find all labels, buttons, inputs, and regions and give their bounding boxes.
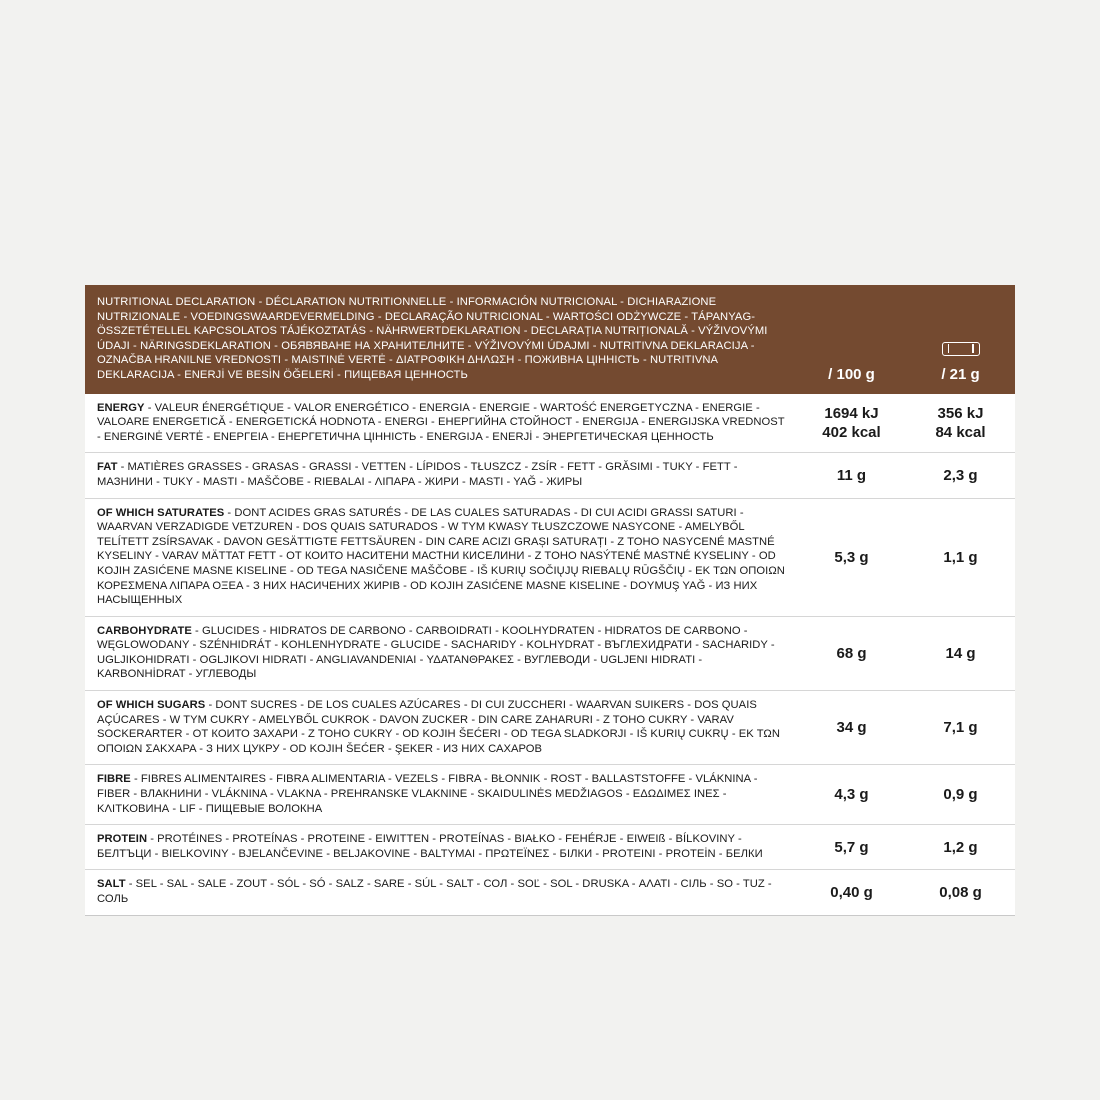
nutrition-table-container — [85, 285, 1015, 916]
table-row — [85, 870, 1015, 915]
per-portion-label: / 21 g — [941, 365, 980, 383]
table-row — [85, 765, 1015, 825]
nutrient-translations: - SEL - SAL - SALE - ZOUT - SÓL - SÓ - SALZ - SARE - SÚL - SALT - СОЛ - SOĽ - SOL - DRUSKA - ΑΛΑΤΙ - СІЛЬ - SO - TUZ - СОЛЬ — [97, 878, 772, 905]
value-per-portion: 1,1 g — [906, 498, 1015, 616]
table-bottom-divider — [85, 915, 1015, 916]
value-per-100g: 34 g — [797, 691, 906, 765]
nutritional-declaration-languages: NUTRITIONAL DECLARATION - DÉCLARATION NUTRITIONNELLE - INFORMACIÓN NUTRICIONAL - DICHIARAZIONE NUTRIZIONALE - VOEDINGSWAARDEVERMELDING - DECLARAÇÃO NUTRICIONAL - WARTOŚCI ODŻYWCZE - TÁPANYAG-ÖSSZETÉTELLEL KAPCSOLATOS TÁJÉKOZTATÁS - NÄHRWERTDEKLARATION - DECLARAȚIA NUTRIȚIONALĂ - VÝŽIVOVÝMI ÚDAJI - NÄRINGSDEKLARATION - ОБЯВЯВАНЕ НА ХРАНИТЕЛНИТЕ - VÝŽIVOVÝMI ÚDAJMI - NUTRITIVNA DEKLARACIJA - OZNAČBA HRANILNE VREDNOSTI - MAISTINĖ VERTĖ - ΔΙΑΤΡΟΦΙΚΗ ΔΗΛΩΣΗ - ПОЖИВНА ЦІННІСТЬ - NUTRITIVNA DEKLARACIJA - ENERJİ VE BESİN ÖĞELERİ - ПИЩЕВАЯ ЦЕННОСТЬ — [85, 285, 797, 394]
value-kj: 356 kJ — [937, 404, 984, 422]
value-per-100g: 0,40 g — [830, 884, 873, 901]
value-per-portion — [906, 394, 1015, 453]
nutrient-name: ENERGY — [97, 401, 145, 414]
table-row — [85, 498, 1015, 616]
column-header-per-portion — [906, 285, 1015, 394]
value-kcal: 84 kcal — [935, 423, 986, 441]
value-per-portion: 14 g — [906, 616, 1015, 690]
nutrient-name-cell — [85, 691, 797, 765]
value-per-portion: 0,08 g — [939, 884, 982, 901]
value-per-portion: 1,2 g — [906, 825, 1015, 870]
nutrient-translations: - PROTÉINES - PROTEÍNAS - PROTEINE - EIWITTEN - PROTEÍNAS - BIAŁKO - FEHÉRJE - EIWEIß - BÍLKOVINY - БЕЛТЪЦИ - BIELKOVINY - BJELANČEVINE - BELJAKOVINE - BALTYMAI - ΠΡΩΤΕΪΝΕΣ - БІЛКИ - PROTEINI - PROTEİN - БЕЛКИ — [97, 833, 763, 860]
column-header-per-100g — [797, 285, 906, 394]
value-per-100g: 5,7 g — [797, 825, 906, 870]
value-kcal: 402 kcal — [822, 423, 881, 441]
value-per-100g — [797, 394, 906, 453]
nutrient-translations: - DONT ACIDES GRAS SATURÉS - DE LAS CUALES SATURADAS - DI CUI ACIDI GRASSI SATURI - WAARVAN VERZADIGDE VETZUREN - DOS QUAIS SATURADOS - W TYM KWASY TŁUSZCZOWE NASYCONE - AMELYBŐL TELÍTETT ZSÍRSAVAK - DAVON GESÄTTIGTE FETTSÄUREN - DIN CARE ACIZI GRAȘI SATURAȚI - Z TOHO NASYCENÉ MASTNÉ KYSELINY - VARAV MÄTTAT FETT - ОТ КОИТО НАСИТЕНИ МАСТНИ КИСЕЛИНИ - Z TOHO NASÝTENÉ MASTNÉ KYSELINY - OD KOJIH ZASIĆENE MASNE KISELINE - OD TEGA NASIČENE MAŠČOBE - IŠ KURIŲ SOČIŲJŲ RIEBALŲ RŪGŠČIŲ - ΕΚ ΤΩΝ ΟΠΟΙΩΝ ΚΟΡΕΣΜΕΝΑ ΛΙΠΑΡΑ ΟΞΕΑ - З НИХ НАСИЧЕНИХ ЖИРІВ - OD KOJIH ZASIĆENE MASNE KISELINE - DOYMUŞ YAĞ - ИЗ НИХ НАСЫЩЕННЫХ — [97, 506, 785, 607]
nutrient-translations: - FIBRES ALIMENTAIRES - FIBRA ALIMENTARIA - VEZELS - FIBRA - BŁONNIK - ROST - BALLASTSTOFFE - VLÁKNINA - FIBER - ВЛАКНИНИ - VLÁKNINA - VLAKNA - PREHRANSKE VLAKNINE - SKAIDULINĖS MEDŽIAGOS - ΕΔΩΔΙΜΕΣ ΙΝΕΣ - ΚΛΙΤΚΟΒИНА - LIF - ПИЩЕВЫЕ ВОЛОКНА — [97, 773, 758, 815]
value-per-portion: 7,1 g — [906, 691, 1015, 765]
bar-pack-icon — [942, 342, 980, 356]
value-per-portion: 2,3 g — [906, 453, 1015, 498]
value-per-portion: 0,9 g — [906, 765, 1015, 825]
nutrient-translations: - GLUCIDES - HIDRATOS DE CARBONO - CARBOIDRATI - KOOLHYDRATEN - HIDRATOS DE CARBONO - WĘGLOWODANY - SZÉNHIDRÁT - KOHLENHYDRATE - GLUCIDE - SACHARIDY - KOLHYDRAT - ВЪГЛЕХИДРАТИ - SACHARIDY - UGLJIKOHIDRATI - OGLJIKOVI HIDRATI - ANGLIAVANDENIAI - ΥΔΑΤΑΝΘΡΑΚΕΣ - ВУГЛЕВОДИ - UGLJENI HIDRATI - KARBONHİDRAT - УГЛЕВОДЫ — [97, 624, 775, 681]
nutrient-name: CARBOHYDRATE — [97, 624, 192, 637]
nutrient-name: FIBRE — [97, 773, 131, 786]
table-header-row — [85, 285, 1015, 394]
nutrition-table-body — [85, 394, 1015, 915]
nutrient-name: OF WHICH SUGARS — [97, 699, 206, 712]
table-row — [85, 691, 1015, 765]
nutrient-name-cell — [85, 394, 797, 453]
table-row — [85, 394, 1015, 453]
nutrient-name: SALT — [97, 878, 126, 891]
value-kj: 1694 kJ — [824, 404, 879, 422]
nutrient-name: PROTEIN — [97, 833, 148, 846]
table-row — [85, 825, 1015, 870]
nutrient-name-cell — [85, 498, 797, 616]
nutrient-name: OF WHICH SATURATES — [97, 506, 225, 519]
value-per-100g: 5,3 g — [797, 498, 906, 616]
nutrient-name-cell — [85, 825, 797, 870]
nutrition-table — [85, 285, 1015, 915]
nutrient-translations: - VALEUR ÉNERGÉTIQUE - VALOR ENERGÉTICO - ENERGIA - ENERGIE - WARTOŚĆ ENERGETYCZNA - ENERGIE - VALOARE ENERGETICĂ - ENERGETICKÁ HODNOTA - ENERGI - ЕНЕРГИЙНА СТОЙНОСТ - ENERGIJA - ENERGIJSKA VREDNOST - ENERGINĖ VERTĖ - ΕΝΕΡΓΕΙΑ - ЕНЕРГЕТИЧНА ЦІННІСТЬ - ENERGIJA - ENERJİ - ЭНЕРГЕТИЧЕСКАЯ ЦЕННОСТЬ — [97, 401, 785, 443]
per-100g-label: / 100 g — [828, 365, 875, 383]
value-per-100g: 68 g — [797, 616, 906, 690]
value-per-100g: 11 g — [797, 453, 906, 498]
nutrient-name-cell — [85, 765, 797, 825]
table-row — [85, 616, 1015, 690]
value-per-100g: 4,3 g — [797, 765, 906, 825]
nutrient-translations: - MATIÈRES GRASSES - GRASAS - GRASSI - VETTEN - LÍPIDOS - TŁUSZCZ - ZSÍR - FETT - GRĂSIMI - TUKY - FETT - МАЗНИНИ - TUKY - MASTI - MAŠČOBE - RIEBALAI - ΛΙΠΑΡΑ - ЖИРИ - MASTI - YAĞ - ЖИРЫ — [97, 461, 738, 488]
table-row — [85, 453, 1015, 498]
nutrient-name-cell — [85, 870, 797, 915]
nutrient-name: FAT — [97, 461, 118, 474]
nutrient-translations: - DONT SUCRES - DE LOS CUALES AZÚCARES - DI CUI ZUCCHERI - WAARVAN SUIKERS - DOS QUAIS AÇÚCARES - W TYM CUKRY - AMELYBŐL CUKROK - DAVON ZUCKER - DIN CARE ZAHARURI - Z TOHO CUKRY - VARAV SOCKERARTER - ОТ КОИТО ЗАХАРИ - Z TOHO CUKRY - OD KOJIH ŠEĆERI - OD TEGA SLADKORJI - IŠ KURIŲ CUKRŲ - ΕΚ ΤΩΝ ΟΠΟΙΩΝ ΣΑΚΧΑΡΑ - З НИХ ЦУКРУ - OD KOJIH ŠEĆER - ŞEKER - ИЗ НИХ САХАРОВ — [97, 699, 780, 755]
nutrient-name-cell — [85, 453, 797, 498]
nutrient-name-cell — [85, 616, 797, 690]
